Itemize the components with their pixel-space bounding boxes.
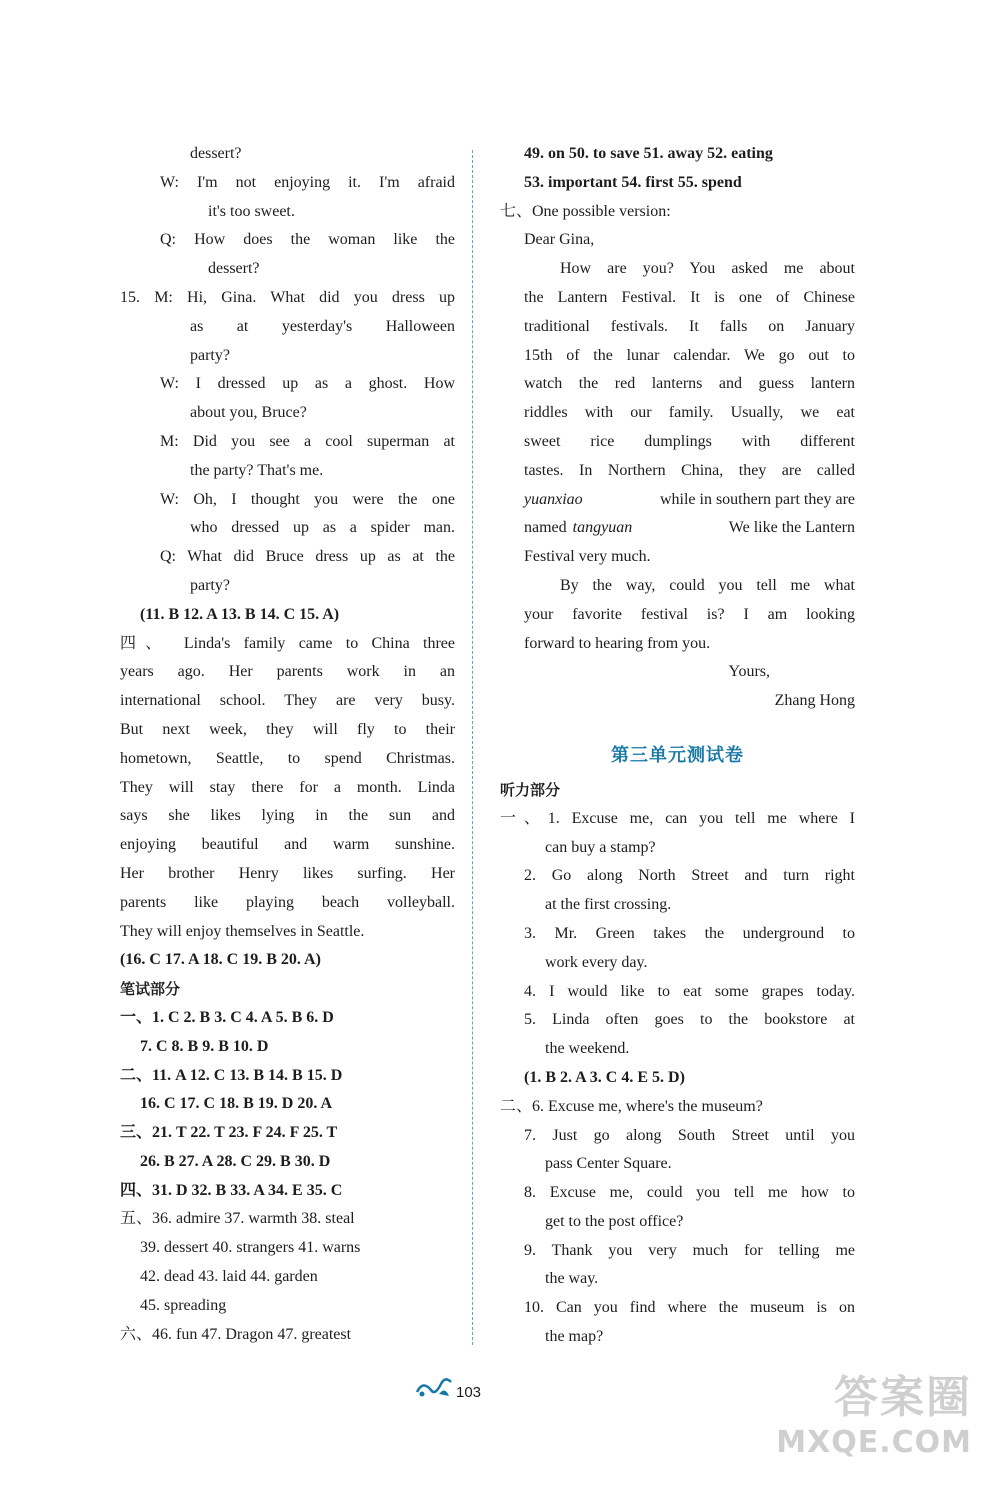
- letter-text: We like the Lantern: [728, 519, 855, 537]
- letter-line: traditional festivals. It falls on January: [524, 317, 855, 335]
- answer-key-line: (1. B 2. A 3. C 4. E 5. D): [524, 1068, 685, 1086]
- letter-line: watch the red lanterns and guess lantern: [524, 375, 855, 393]
- passage-line: international school. They are very busy.: [120, 692, 455, 710]
- letter-text: while in southern part they are: [659, 490, 855, 508]
- answer-key-line: 26. B 27. A 28. C 29. B 30. D: [140, 1152, 331, 1170]
- letter-line: forward to hearing from you.: [524, 634, 711, 652]
- answer-key-line: 六、46. fun 47. Dragon 47. greatest: [120, 1325, 352, 1343]
- dialogue-line: W: I'm not enjoying it. I'm afraid: [160, 173, 455, 191]
- answer-key-line: (11. B 12. A 13. B 14. C 15. A): [140, 605, 340, 623]
- page-number: 103: [456, 1384, 482, 1401]
- footer-ornament-icon: [415, 1372, 453, 1402]
- dialogue-line: 15. M: Hi, Gina. What did you dress up: [120, 288, 455, 306]
- dialogue-line: party?: [190, 576, 230, 594]
- answer-key-line: 7. C 8. B 9. B 10. D: [140, 1037, 269, 1055]
- dialogue-line: dessert?: [190, 145, 242, 162]
- letter-line: Festival very much.: [524, 548, 651, 566]
- letter-line: [500, 514, 855, 543]
- letter-closing: Yours,: [728, 663, 770, 681]
- dialogue-line: Q: How does the woman like the: [160, 231, 455, 249]
- script-line: at the first crossing.: [545, 896, 672, 914]
- script-line: can buy a stamp?: [545, 838, 656, 856]
- passage-line: says she likes lying in the sun and: [120, 807, 455, 825]
- left-column: [120, 140, 455, 1349]
- dialogue-line: it's too sweet.: [208, 202, 295, 220]
- script-line: 二、6. Excuse me, where's the museum?: [500, 1097, 763, 1115]
- letter-line: [500, 486, 855, 515]
- script-line: 7. Just go along South Street until you: [524, 1126, 855, 1144]
- passage-line: They will stay there for a month. Linda: [120, 778, 455, 796]
- right-column: [500, 140, 855, 1352]
- dialogue-line: W: I dressed up as a ghost. How: [160, 375, 455, 393]
- script-line: 一、1. Excuse me, can you tell me where I: [500, 809, 855, 827]
- script-line: pass Center Square.: [545, 1155, 672, 1173]
- italic-word: yuanxiao: [524, 490, 583, 508]
- letter-line: By the way, could you tell me what: [560, 576, 855, 594]
- dialogue-line: dessert?: [208, 260, 260, 278]
- italic-word: tangyuan: [572, 519, 633, 537]
- passage-line: years ago. Her parents work in an: [120, 663, 455, 681]
- section-heading: 听力部分: [500, 780, 561, 799]
- letter-signature: Zhang Hong: [774, 692, 855, 710]
- script-line: 3. Mr. Green takes the underground to: [524, 924, 855, 942]
- dialogue-line: party?: [190, 346, 230, 364]
- answer-key-line: 一、1. C 2. B 3. C 4. A 5. B 6. D: [120, 1008, 334, 1026]
- answer-key-line: 39. dessert 40. strangers 41. warns: [140, 1239, 361, 1257]
- letter-greeting: Dear Gina,: [524, 231, 595, 249]
- answer-key-line: (16. C 17. A 18. C 19. B 20. A): [120, 951, 321, 969]
- letter-line: tastes. In Northern China, they are called: [524, 461, 855, 479]
- dialogue-line: W: Oh, I thought you were the one: [160, 490, 455, 508]
- passage-line: hometown, Seattle, to spend Christmas.: [120, 749, 455, 767]
- section-label: 七、One possible version:: [500, 202, 671, 220]
- dialogue-line: M: Did you see a cool superman at: [160, 432, 455, 450]
- answer-key-line: 三、21. T 22. T 23. F 24. F 25. T: [120, 1124, 338, 1142]
- passage-line: 四、 Linda's family came to China three: [120, 634, 455, 652]
- letter-line: sweet rice dumplings with different: [524, 432, 855, 450]
- script-line: 8. Excuse me, could you tell me how to: [524, 1184, 855, 1202]
- column-divider: [472, 150, 473, 1345]
- passage-line: parents like playing beach volleyball.: [120, 893, 455, 911]
- passage-line: They will enjoy themselves in Seattle.: [120, 922, 365, 940]
- watermark-logo: 答案圈: [834, 1372, 972, 1423]
- letter-line: the Lantern Festival. It is one of Chinese: [524, 288, 855, 306]
- letter-line: How are you? You asked me about: [560, 260, 855, 278]
- dialogue-line: the party? That's me.: [190, 461, 324, 479]
- answer-key-line: 45. spreading: [140, 1296, 227, 1314]
- dialogue-line: about you, Bruce?: [190, 404, 307, 422]
- letter-line: your favorite festival is? I am looking: [524, 605, 855, 623]
- script-line: 2. Go along North Street and turn right: [524, 867, 855, 885]
- unit-title: 第三单元测试卷: [611, 744, 744, 766]
- section-heading: 笔试部分: [120, 980, 181, 999]
- answer-key-line: 二、11. A 12. C 13. B 14. B 15. D: [120, 1066, 343, 1084]
- script-line: get to the post office?: [545, 1212, 684, 1230]
- script-line: 5. Linda often goes to the bookstore at: [524, 1011, 855, 1029]
- letter-text: named: [524, 519, 567, 537]
- script-line: the map?: [545, 1328, 604, 1346]
- answer-key-line: 42. dead 43. laid 44. garden: [140, 1268, 318, 1286]
- letter-line: riddles with our family. Usually, we eat: [524, 404, 855, 422]
- dialogue-line: Q: What did Bruce dress up as at the: [160, 548, 455, 566]
- watermark-url: MXQE.COM: [776, 1425, 972, 1460]
- script-line: work every day.: [545, 953, 648, 971]
- letter-line: 15th of the lunar calendar. We go out to: [524, 346, 855, 364]
- passage-line: enjoying beautiful and warm sunshine.: [120, 836, 455, 854]
- script-line: 10. Can you find where the museum is on: [524, 1299, 855, 1317]
- answer-key-line: 49. on 50. to save 51. away 52. eating: [524, 145, 773, 162]
- script-line: 9. Thank you very much for telling me: [524, 1241, 855, 1259]
- watermark: [772, 1361, 972, 1471]
- answer-key-line: 16. C 17. C 18. B 19. D 20. A: [140, 1095, 333, 1113]
- script-line: the weekend.: [545, 1040, 630, 1058]
- script-line: 4. I would like to eat some grapes today.: [524, 982, 855, 1000]
- passage-line: Her brother Henry likes surfing. Her: [120, 864, 455, 882]
- answer-key-line: 五、36. admire 37. warmth 38. steal: [120, 1210, 355, 1228]
- answer-key-line: 53. important 54. first 55. spend: [524, 173, 742, 191]
- script-line: the way.: [545, 1270, 599, 1288]
- answer-key-line: 四、31. D 32. B 33. A 34. E 35. C: [120, 1181, 343, 1199]
- passage-line: But next week, they will fly to their: [120, 720, 455, 738]
- dialogue-line: who dressed up as a spider man.: [190, 519, 455, 537]
- dialogue-line: as at yesterday's Halloween: [190, 317, 455, 335]
